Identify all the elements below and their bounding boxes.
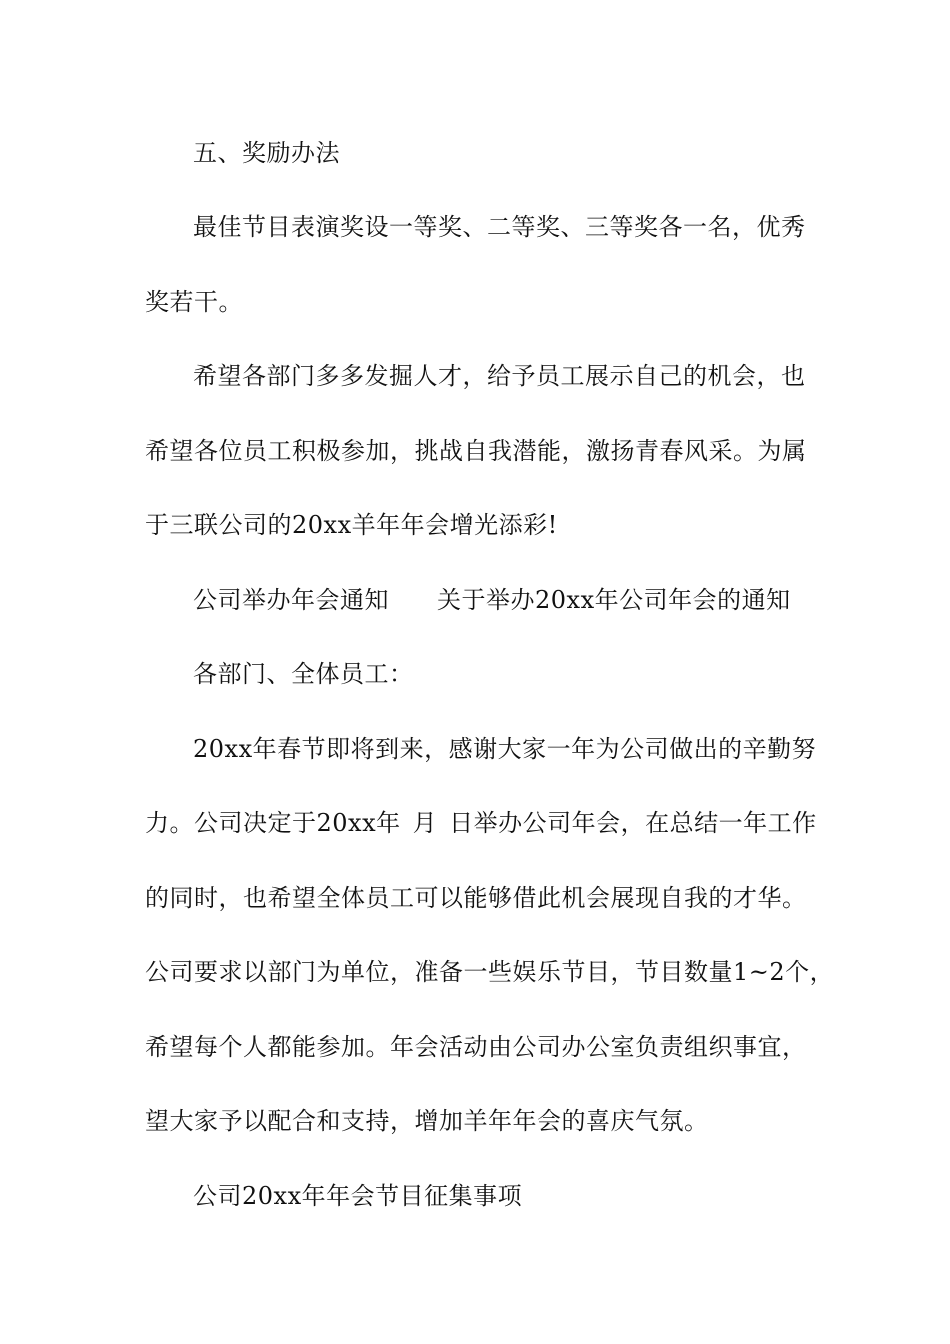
paragraph-line: 最佳节目表演奖设一等奖、二等奖、三等奖各一名，优秀 [193,213,806,241]
text-segment: 力。公司决定于20xx年 [145,809,401,837]
notice-title-line [193,585,883,615]
paragraph-line: 奖若干。 [145,288,243,316]
notice-title-left: 公司举办年会通知 [193,586,389,614]
paragraph-line: 希望每个人都能参加。年会活动由公司办公室负责组织事宜， [145,1033,807,1061]
section-heading: 五、奖励办法 [193,139,340,167]
text-segment: 日举办公司年会，在总结一年工作 [449,809,817,837]
paragraph-line: 公司要求以部门为单位，准备一些娱乐节目，节目数量1~2个， [145,958,835,986]
salutation: 各部门、全体员工： [193,660,414,688]
paragraph-line [145,808,835,838]
notice-title-right: 关于举办20xx年公司年会的通知 [437,586,791,614]
paragraph-line: 希望各部门多多发掘人才，给予员工展示自己的机会，也 [193,362,806,390]
paragraph-line: 于三联公司的20xx羊年年会增光添彩! [145,511,558,539]
program-heading: 公司20xx年年会节目征集事项 [193,1182,523,1210]
paragraph-line: 望大家予以配合和支持，增加羊年年会的喜庆气氛。 [145,1107,709,1135]
paragraph-line: 的同时，也希望全体员工可以能够借此机会展现自我的才华。 [145,884,807,912]
paragraph-line: 希望各位员工积极参加，挑战自我潜能，激扬青春风采。为属 [145,437,807,465]
text-segment: 月 [412,809,438,837]
paragraph-line: 20xx年春节即将到来，感谢大家一年为公司做出的辛勤努 [193,735,817,763]
